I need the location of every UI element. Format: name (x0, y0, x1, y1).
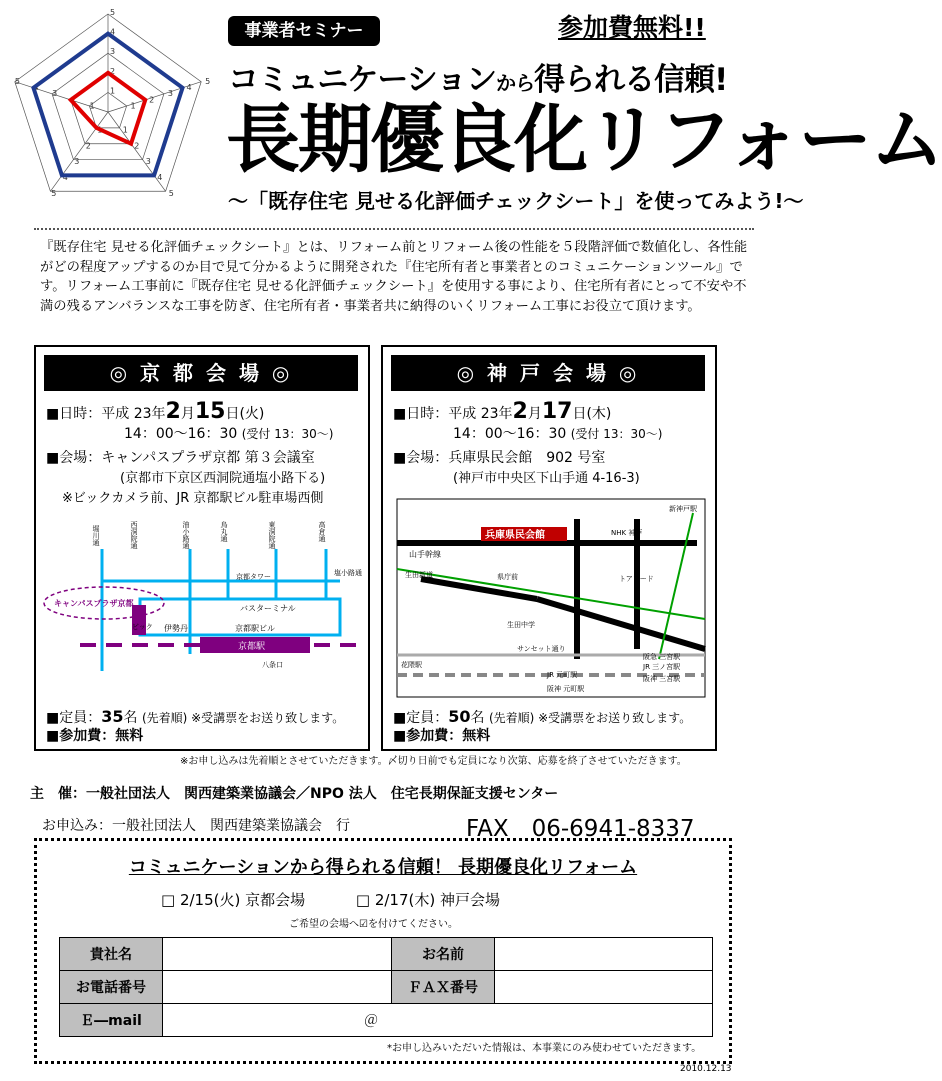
kyoto-access: ※ビックカメラ前、JR 京都駅ビル駐車場西側 (62, 491, 324, 506)
venue-choices (161, 889, 500, 910)
main-title: 長期優良化リフォーム (226, 97, 942, 183)
map-label-hanshin: 阪神 元町駅 (547, 685, 585, 693)
weekday: (木) (586, 406, 612, 422)
year-unit: 年 (498, 406, 513, 422)
radar-scale-label: 3 (52, 89, 58, 99)
radar-scale-label: 3 (74, 157, 80, 167)
radar-scale-label: 5 (168, 188, 174, 198)
map-label-prefecture: 県庁前 (497, 573, 518, 581)
radar-scale-label: 3 (110, 47, 116, 57)
capacity-note: (先着順) ※受講票をお送り致します。 (488, 711, 692, 725)
map-label-motomachi: JR 元町駅 (547, 671, 578, 679)
radar-scale-label: 1 (130, 101, 136, 111)
capacity: 50 (448, 707, 471, 726)
organizer: 主 催：一般社団法人 関西建築業協議会／NPO 法人 住宅長期保証支援センター (30, 786, 559, 802)
kyoto-venue: ■会場：キャンパスプラザ京都 第３会議室 (46, 450, 315, 466)
map-label-jr3: JR 三ノ宮駅 (643, 663, 681, 671)
time: 14：00～16：30 (453, 426, 567, 442)
kobe-title: ◎ 神 戸 会 場 ◎ (391, 355, 705, 391)
month: 2 (512, 399, 528, 424)
radar-scale-label: 1 (122, 125, 128, 135)
date-label: ■日時：平成 (393, 406, 477, 422)
kyoto-address: (京都市下京区西洞院通塩小路下る) (120, 471, 326, 486)
radar-scale-label: 3 (167, 89, 173, 99)
map-label-tower: 京都タワー (236, 573, 271, 581)
radar-scale-label: 1 (110, 86, 116, 96)
map-label-bic: ビック (132, 623, 153, 631)
capacity-label: ■定員： (393, 710, 449, 726)
phone-label: お電話番号 (60, 971, 163, 1004)
kyoto-venue-box (34, 345, 370, 751)
seminar-badge: 事業者セミナー (228, 16, 380, 46)
capacity-note: (先着順) ※受講票をお送り致します。 (141, 711, 345, 725)
intro-text: 『既存住宅 見せる化評価チェックシート』とは、リフォーム前とリフォーム後の性能を５段階評価で数値化し、各性能がどの程度アップするのか目で見て分かるように開発された『住宅所有者と事業者とのコミュニケーションツール』です。リフォーム工事前に『既存住宅 見せる化評価チェックシート』を使用する事により、住宅所有者にとって不安や不満の残るアンバランスな工事を防ぎ、住宅所有者・事業者共に納得のいくリフォーム工事にお役立て頂けます。 (40, 240, 748, 314)
radar-scale-label: 2 (85, 141, 91, 151)
first-come-note: ※お申し込みは先着順とさせていただきます。〆切り日前でも定員になり次第、応募を終了させていただきます。 (180, 756, 687, 767)
at-sign: ＠ (364, 1013, 378, 1029)
map-label-plaza: キャンパスプラザ京都 (54, 599, 134, 608)
kobe-fee: ■参加費：無料 (393, 728, 491, 744)
map-label-hachijo: 八条口 (262, 661, 283, 669)
map-street-3: 烏丸通 (220, 521, 228, 542)
radar-scale-label: 5 (110, 8, 116, 17)
reception: (受付 13：30～) (570, 427, 663, 441)
year-unit: 年 (151, 406, 166, 422)
choice-kyoto[interactable]: □ 2/15(火) 京都会場 (161, 891, 306, 909)
email-label: Ｅ―mail (60, 1004, 163, 1037)
map-label-hankyu: 阪急 三宮駅 (643, 653, 681, 661)
month: 2 (165, 399, 181, 424)
map-label-sunset: サンセット通り (517, 645, 566, 653)
map-label-yamate: 山手幹線 (409, 550, 441, 559)
radar-scale-label: 2 (110, 66, 116, 76)
map-label-nhk: NHK 神戸 (611, 529, 643, 537)
map-street-5: 高倉通 (318, 521, 326, 542)
name-field[interactable] (495, 938, 713, 971)
capacity: 35 (101, 707, 124, 726)
radar-scale-label: 1 (89, 101, 95, 111)
map-label-hanakuma: 花隈駅 (401, 661, 422, 669)
radar-scale-label: 5 (205, 77, 211, 87)
name-label: お名前 (392, 938, 495, 971)
privacy-note: *お申し込みいただいた情報は、本事業にのみ使わせていただきます。 (387, 1043, 702, 1054)
year: 23 (480, 406, 499, 422)
choice-kobe[interactable]: □ 2/17(木) 神戸会場 (355, 891, 500, 909)
day: 15 (194, 399, 226, 424)
reception: (受付 13：30～) (241, 427, 334, 441)
fax-number: FAX 06-6941-8337 (466, 816, 695, 842)
kobe-address: (神戸市中央区下山手通 4-16-3) (453, 471, 640, 486)
kyoto-date (46, 399, 264, 424)
divider (34, 228, 754, 230)
kyoto-map (40, 509, 364, 687)
kobe-venue: ■会場：兵庫県民会館 902 号室 (393, 450, 606, 466)
radar-chart (0, 0, 225, 225)
kyoto-fee: ■参加費：無料 (46, 728, 144, 744)
map-street-2: 油小路通 (182, 521, 190, 549)
kobe-date (393, 399, 611, 424)
map-label-sotobori: 生田新道 (405, 571, 433, 579)
weekday: (火) (239, 406, 265, 422)
radar-scale-label: 4 (62, 173, 68, 183)
map-label-toroad: トアロード (619, 575, 654, 583)
map-label-bus: バスターミナル (240, 604, 296, 613)
map-label-shinkobe: 新神戸駅 (669, 505, 697, 513)
radar-scale-label: 4 (33, 83, 39, 93)
kobe-capacity (393, 707, 691, 727)
map-label-station-bldg: 京都駅ビル (235, 624, 275, 633)
radar-scale-label: 4 (186, 83, 192, 93)
form-title (37, 853, 729, 879)
company-label: 貴社名 (60, 938, 163, 971)
map-street-0: 堀川通 (92, 525, 100, 546)
radar-scale-label: 3 (145, 157, 151, 167)
fax-label: ＦＡＸ番号 (392, 971, 495, 1004)
day-unit: 日 (572, 406, 587, 422)
time: 14：00～16：30 (124, 426, 238, 442)
day-unit: 日 (225, 406, 240, 422)
document-date: 2010.12.13 (680, 1064, 732, 1074)
month-unit: 月 (180, 406, 195, 422)
kyoto-title: ◎ 京 都 会 場 ◎ (44, 355, 358, 391)
map-label-ikuta: 生田中学 (507, 621, 535, 629)
application-form (34, 838, 732, 1064)
map-label-hall: 兵庫県民会館 (485, 530, 545, 541)
radar-scale-label: 2 (70, 95, 76, 105)
map-label-station: 京都駅 (238, 642, 266, 652)
headline-small: から (496, 71, 535, 95)
headline-b: 得られる信頼! (534, 62, 728, 98)
headline (228, 54, 727, 99)
year: 23 (133, 406, 152, 422)
fax-field[interactable] (495, 971, 713, 1004)
kyoto-capacity (46, 707, 344, 727)
apply-to: お申込み：一般社団法人 関西建築業協議会 行 (42, 818, 350, 834)
radar-scale-label: 5 (14, 77, 20, 87)
radar-scale-label: 2 (134, 141, 140, 151)
email-field[interactable] (163, 1004, 713, 1037)
kobe-venue-box (381, 345, 717, 751)
day: 17 (541, 399, 573, 424)
company-field[interactable] (163, 938, 392, 971)
kobe-time (453, 423, 662, 443)
subtitle: ～「既存住宅 見せる化評価チェックシート」を使ってみよう!～ (228, 189, 804, 213)
radar-scale-label: 4 (110, 27, 116, 37)
radar-scale-label: 2 (149, 95, 155, 105)
radar-scale-label: 4 (157, 173, 163, 183)
map-street-4: 東洞院通 (268, 521, 276, 549)
map-label-shiokoji: 塩小路通 (334, 569, 362, 577)
headline-a: コミュニケーション (228, 62, 497, 98)
map-label-hanshin3: 阪神 三宮駅 (643, 675, 681, 683)
radar-axis (50, 112, 108, 191)
radar-scale-label: 1 (97, 125, 103, 135)
map-label-isetan: 伊勢丹 (164, 624, 188, 633)
form-title-text: コミュニケーションから得られる信頼！ 長期優良化リフォーム (128, 857, 638, 878)
capacity-label: ■定員： (46, 710, 102, 726)
kobe-map (397, 499, 705, 697)
choice-note: ご希望の会場へ☑を付けてください。 (289, 919, 458, 930)
form-table (59, 937, 713, 1037)
capacity-unit: 名 (470, 710, 485, 726)
kyoto-time (124, 423, 333, 443)
date-label: ■日時：平成 (46, 406, 130, 422)
radar-scale-label: 5 (51, 188, 57, 198)
map-street-1: 西洞院通 (130, 521, 138, 549)
phone-field[interactable] (163, 971, 392, 1004)
capacity-unit: 名 (123, 710, 138, 726)
month-unit: 月 (527, 406, 542, 422)
free-admission: 参加費無料!! (558, 13, 706, 42)
